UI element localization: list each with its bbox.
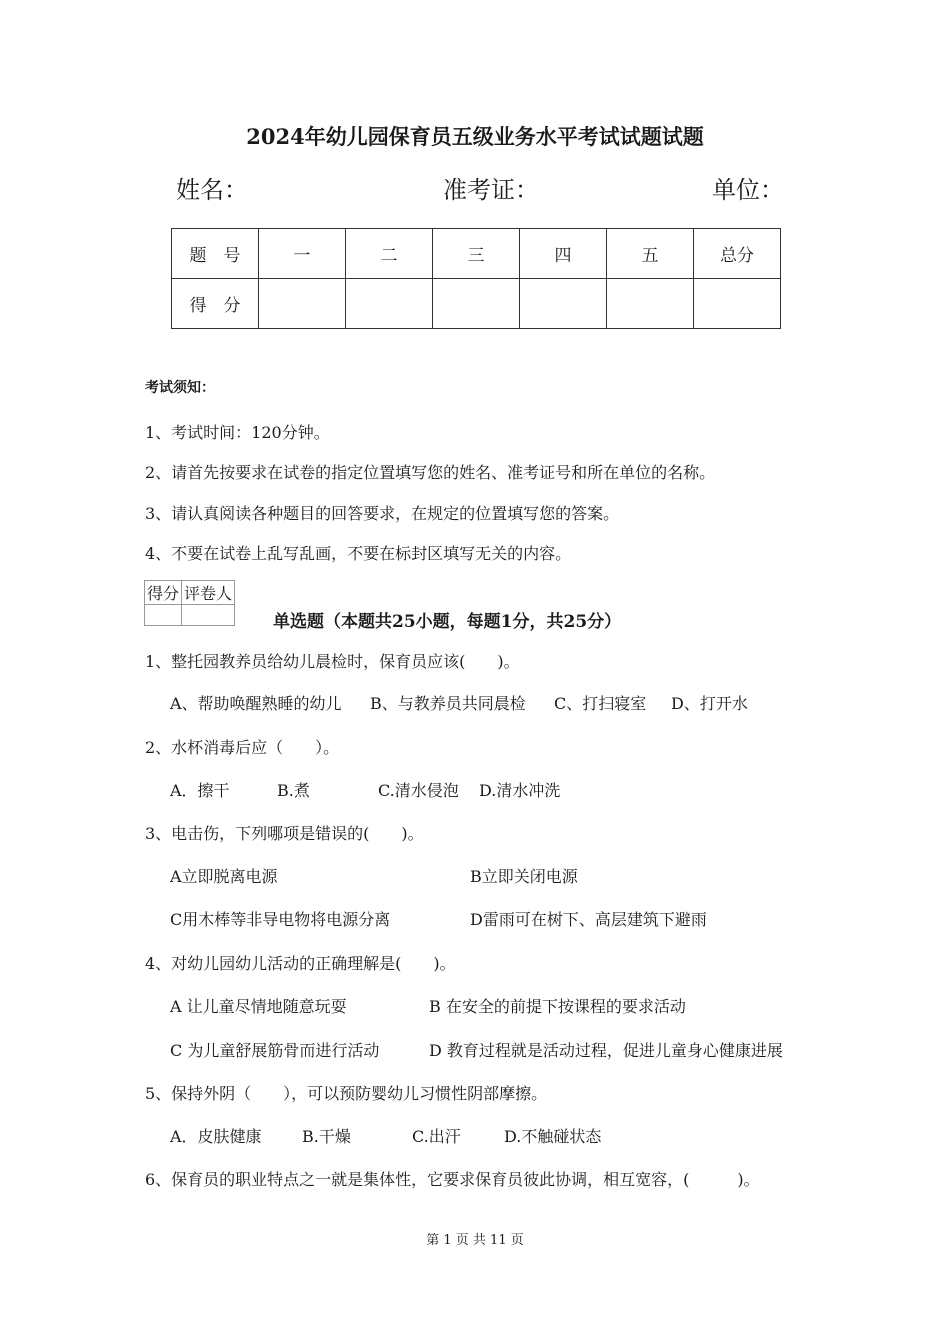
- option-b: B 在安全的前提下按课程的要求活动: [429, 997, 686, 1016]
- question-text: 6、保育员的职业特点之一就是集体性，它要求保育员彼此协调，相互宽容，( )。: [145, 1170, 760, 1189]
- option-b: B立即关闭电源: [470, 867, 578, 886]
- grader-box: [144, 580, 235, 626]
- score-table-header: 四: [520, 229, 607, 279]
- score-table-header: 题 号: [172, 229, 259, 279]
- exam-number-field-label: 准考证：: [443, 176, 539, 204]
- score-table-header: 三: [433, 229, 520, 279]
- question-text: 5、保持外阴（ ），可以预防婴幼儿习惯性阴部摩擦。: [145, 1084, 548, 1103]
- option-a: A．皮肤健康: [170, 1127, 262, 1146]
- score-table: [171, 228, 781, 329]
- page-title: 2024年幼儿园保育员五级业务水平考试试题试题: [246, 124, 704, 149]
- score-table-header: 二: [346, 229, 433, 279]
- score-table-header: 总分: [694, 229, 781, 279]
- option-c: C.清水侵泡: [378, 781, 459, 800]
- option-d: D 教育过程就是活动过程，促进儿童身心健康进展: [429, 1041, 783, 1060]
- score-cell[interactable]: [433, 279, 520, 329]
- score-table-score-row: [172, 279, 781, 329]
- option-c: C、打扫寝室: [554, 694, 647, 713]
- grader-score-cell[interactable]: [145, 605, 182, 626]
- notice-heading: 考试须知：: [145, 380, 215, 396]
- option-c: C用木棒等非导电物将电源分离: [170, 910, 391, 929]
- score-cell[interactable]: [520, 279, 607, 329]
- option-c: C.出汗: [412, 1127, 461, 1146]
- score-table-header: 一: [259, 229, 346, 279]
- notice-item: 2、请首先按要求在试卷的指定位置填写您的姓名、准考证号和所在单位的名称。: [145, 463, 716, 482]
- score-cell[interactable]: [607, 279, 694, 329]
- grader-reviewer-cell[interactable]: [182, 605, 235, 626]
- option-d: D、打开水: [671, 694, 748, 713]
- score-table-header-row: [172, 229, 781, 279]
- notice-item: 4、不要在试卷上乱写乱画，不要在标封区填写无关的内容。: [145, 544, 572, 563]
- option-a: A立即脱离电源: [170, 867, 278, 886]
- notice-item: 3、请认真阅读各种题目的回答要求，在规定的位置填写您的答案。: [145, 504, 620, 523]
- grader-reviewer-label: 评卷人: [182, 581, 235, 605]
- notice-item: 1、考试时间：120分钟。: [145, 423, 330, 442]
- option-a: A、帮助唤醒熟睡的幼儿: [170, 694, 342, 713]
- question-text: 1、整托园教养员给幼儿晨检时，保育员应该( )。: [145, 652, 520, 671]
- score-cell[interactable]: [694, 279, 781, 329]
- option-b: B、与教养员共同晨检: [370, 694, 526, 713]
- question-text: 2、水杯消毒后应（ ）。: [145, 738, 340, 757]
- option-b: B.煮: [277, 781, 310, 800]
- option-b: B.干燥: [302, 1127, 351, 1146]
- question-text: 4、对幼儿园幼儿活动的正确理解是( )。: [145, 954, 456, 973]
- score-cell[interactable]: [346, 279, 433, 329]
- grader-score-label: 得分: [145, 581, 182, 605]
- score-table-header: 五: [607, 229, 694, 279]
- name-field-label: 姓名：: [176, 176, 248, 204]
- option-d: D.不触碰状态: [504, 1127, 602, 1146]
- score-cell[interactable]: [259, 279, 346, 329]
- section-title: 单选题（本题共25小题，每题1分，共25分）: [273, 612, 622, 632]
- option-a: A．擦干: [170, 781, 230, 800]
- option-d: D.清水冲洗: [479, 781, 561, 800]
- unit-field-label: 单位：: [712, 176, 784, 204]
- option-a: A 让儿童尽情地随意玩耍: [170, 997, 347, 1016]
- option-c: C 为儿童舒展筋骨而进行活动: [170, 1041, 380, 1060]
- page-footer: 第 1 页 共 11 页: [426, 1233, 524, 1248]
- score-row-label: 得 分: [172, 279, 259, 329]
- question-text: 3、电击伤，下列哪项是错误的( )。: [145, 824, 424, 843]
- option-d: D雷雨可在树下、高层建筑下避雨: [470, 910, 707, 929]
